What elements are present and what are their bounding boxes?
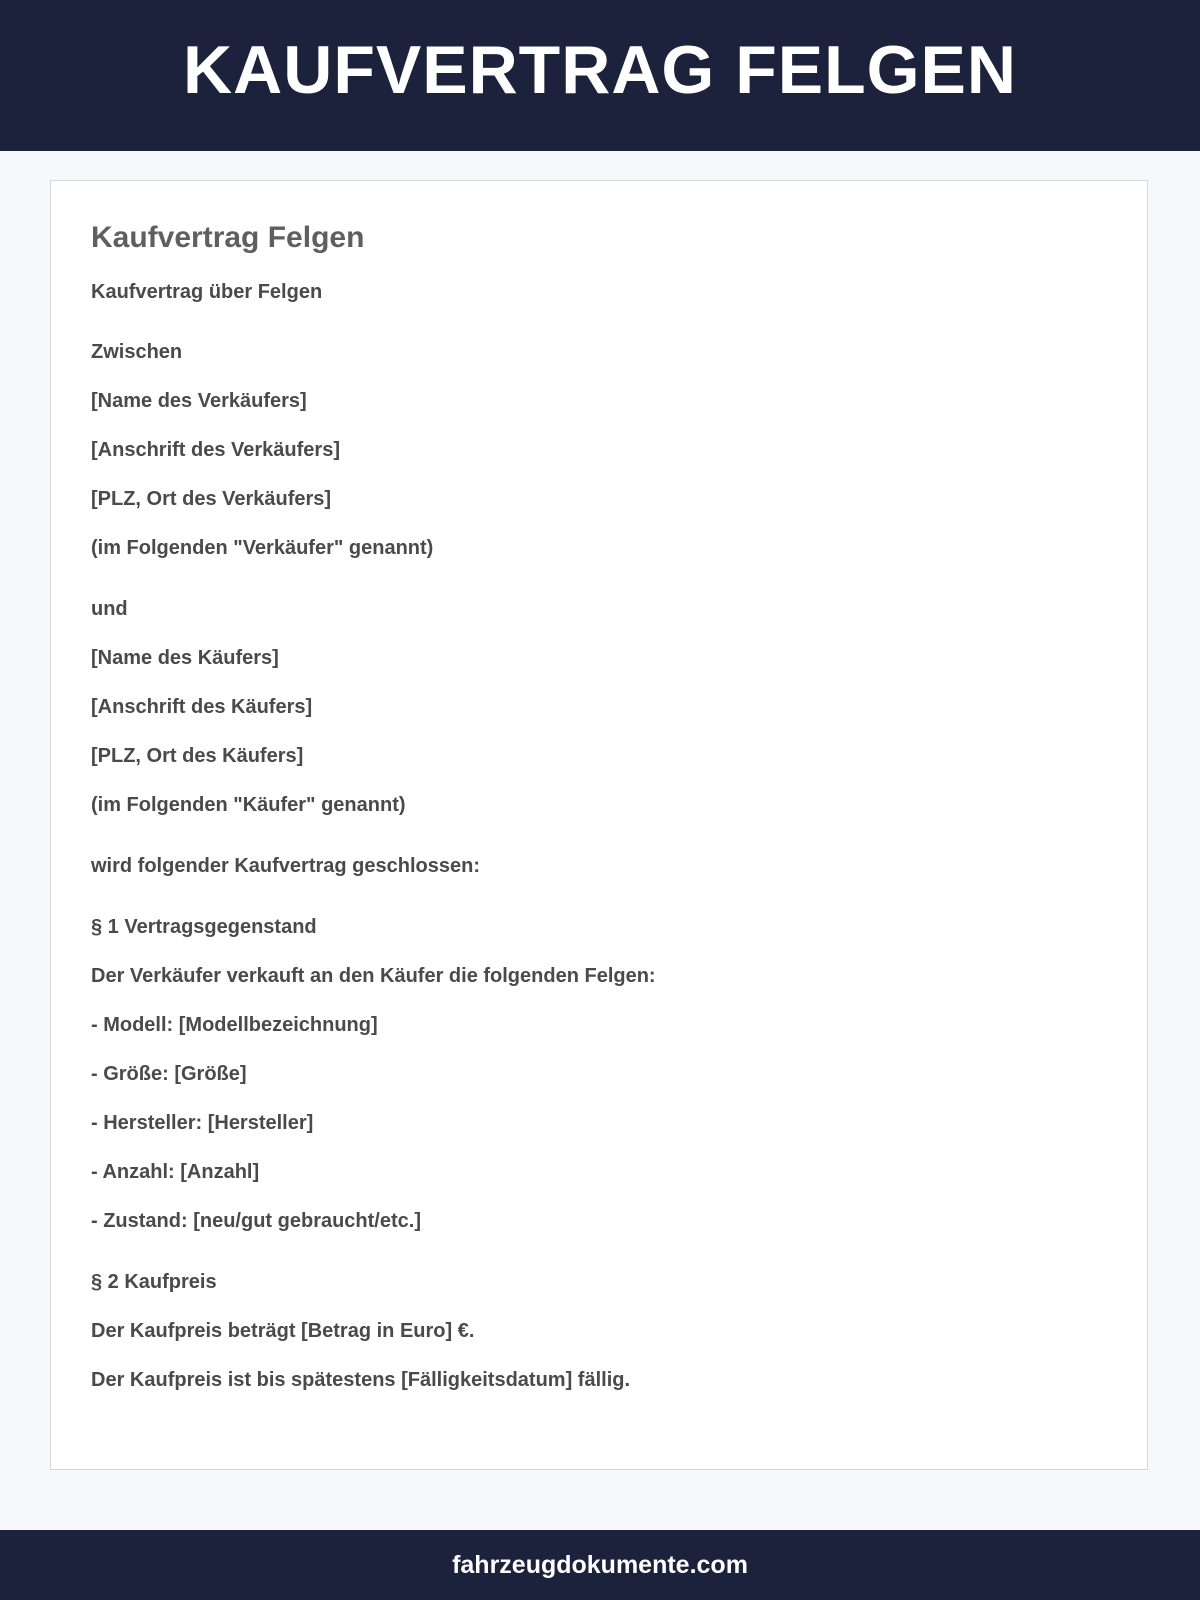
buyer-address: [Anschrift des Käufers]: [91, 696, 313, 718]
text-line: Zwischen: [91, 341, 183, 363]
document-card: [50, 180, 1148, 1470]
seller-note: (im Folgenden "Verkäufer" genannt): [91, 537, 434, 559]
buyer-note: (im Folgenden "Käufer" genannt): [91, 794, 406, 816]
list-item: - Zustand: [neu/gut gebraucht/etc.]: [91, 1210, 421, 1232]
page-header: [0, 0, 1200, 151]
list-item: - Anzahl: [Anzahl]: [91, 1161, 260, 1183]
seller-name: [Name des Verkäufers]: [91, 390, 307, 412]
buyer-name: [Name des Käufers]: [91, 647, 279, 669]
seller-city: [PLZ, Ort des Verkäufers]: [91, 488, 332, 510]
footer-site: fahrzeugdokumente.com: [452, 1550, 748, 1579]
section-heading: § 1 Vertragsgegenstand: [91, 916, 317, 938]
text-line: Der Kaufpreis ist bis spätestens [Fälligkeitsdatum] fällig.: [91, 1369, 631, 1391]
buyer-city: [PLZ, Ort des Käufers]: [91, 745, 304, 767]
document-subtitle: Kaufvertrag über Felgen: [91, 281, 323, 303]
seller-address: [Anschrift des Verkäufers]: [91, 439, 340, 461]
text-line: wird folgender Kaufvertrag geschlossen:: [91, 855, 480, 877]
section-heading: § 2 Kaufpreis: [91, 1271, 217, 1293]
text-line: Der Verkäufer verkauft an den Käufer die folgenden Felgen:: [91, 965, 656, 987]
header-title: KAUFVERTRAG FELGEN: [183, 31, 1017, 108]
document-title: Kaufvertrag Felgen: [91, 221, 365, 254]
list-item: - Größe: [Größe]: [91, 1063, 247, 1085]
list-item: - Modell: [Modellbezeichnung]: [91, 1014, 378, 1036]
text-line: und: [91, 598, 128, 620]
text-line: Der Kaufpreis beträgt [Betrag in Euro] €.: [91, 1320, 475, 1342]
page-footer: [0, 1530, 1200, 1600]
list-item: - Hersteller: [Hersteller]: [91, 1112, 314, 1134]
